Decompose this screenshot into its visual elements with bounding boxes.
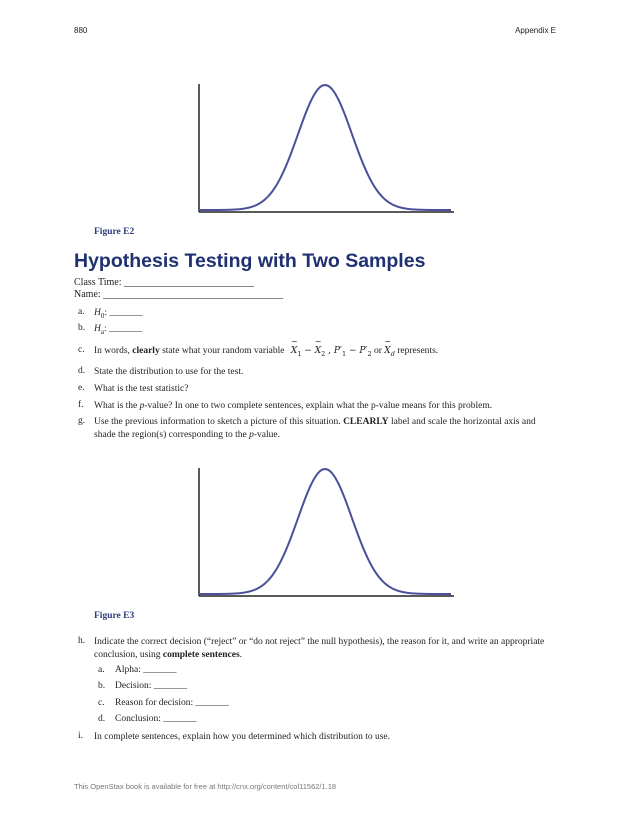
text: -value? In one to two complete sentences, explain what the p-value means for this problem. <box>144 401 493 411</box>
text: represents. <box>397 346 439 356</box>
item-label: b. <box>78 323 86 333</box>
h-symbol: H <box>94 324 101 334</box>
item-text: Reason for decision: _______ <box>115 698 229 708</box>
item-label: g. <box>78 416 86 426</box>
text: or <box>373 346 382 356</box>
item-label: c. <box>78 345 85 355</box>
p-symbol: p <box>249 429 254 440</box>
h-subscript: 0 <box>100 311 105 320</box>
class-time-field: Class Time: __________________________ <box>74 277 255 288</box>
item-label: e. <box>78 383 85 393</box>
blank: : _______ <box>103 324 143 334</box>
text: label and scale the horizontal axis and shade the region(s) corresponding to the <box>94 417 536 440</box>
h-subscript: a <box>100 327 104 336</box>
item-text: State the distribution to use for the test. <box>94 367 244 377</box>
item-label: c. <box>98 698 105 708</box>
item-label: a. <box>78 307 85 317</box>
text: . <box>239 649 243 660</box>
mean-difference-symbol: ~ $X_d$ <box>384 346 395 356</box>
item-label: d. <box>98 714 106 724</box>
emphasis: complete sentences <box>162 649 240 660</box>
item-label: d. <box>78 366 86 376</box>
emphasis: clearly <box>132 346 160 356</box>
text: What is the <box>94 401 138 411</box>
item-text: Decision: _______ <box>115 681 188 691</box>
p-symbol: p <box>139 401 145 411</box>
item-label: h. <box>78 636 86 646</box>
item-text: In complete sentences, explain how you determined which distribution to use. <box>94 732 391 742</box>
text: In words, <box>94 346 130 356</box>
blank: : _______ <box>104 308 143 318</box>
text: Use the previous information to sketch a picture of this situation. <box>94 417 341 427</box>
item-label: b. <box>98 681 106 691</box>
item-label: i. <box>78 731 84 741</box>
random-variable-formula: ~ $X_1$ − ~ $X_2$ , $P'_1 - P'_2$ <box>291 346 372 356</box>
section-header: Appendix E <box>515 26 556 35</box>
item-text: What is the test statistic? <box>94 384 189 394</box>
item-label: f. <box>78 400 84 410</box>
footer-text: This OpenStax book is available for free at http://cnx.org/content/col11562/1.18 <box>74 782 337 791</box>
section-title: Hypothesis Testing with Two Samples <box>74 250 426 272</box>
text: state what your random variable <box>162 346 285 356</box>
emphasis: CLEARLY <box>343 417 389 427</box>
item-text: Conclusion: _______ <box>115 714 197 724</box>
item-text: Alpha: _______ <box>115 665 177 675</box>
figure-caption: Figure E3 <box>94 611 135 621</box>
item-label: a. <box>98 665 105 675</box>
normal-curve-figure-e3 <box>196 466 456 598</box>
h-symbol: H <box>94 308 101 318</box>
normal-curve-figure-e2 <box>196 82 456 214</box>
figure-caption: Figure E2 <box>94 227 135 237</box>
name-field: Name: ____________________________________ <box>74 289 284 300</box>
text: -value. <box>253 429 280 440</box>
page-number: 880 <box>74 26 88 35</box>
text: Indicate the correct decision (“reject” or “do not reject” the null hypothesis), the reason for it, and write an appropriate conclusion, using <box>94 637 545 660</box>
